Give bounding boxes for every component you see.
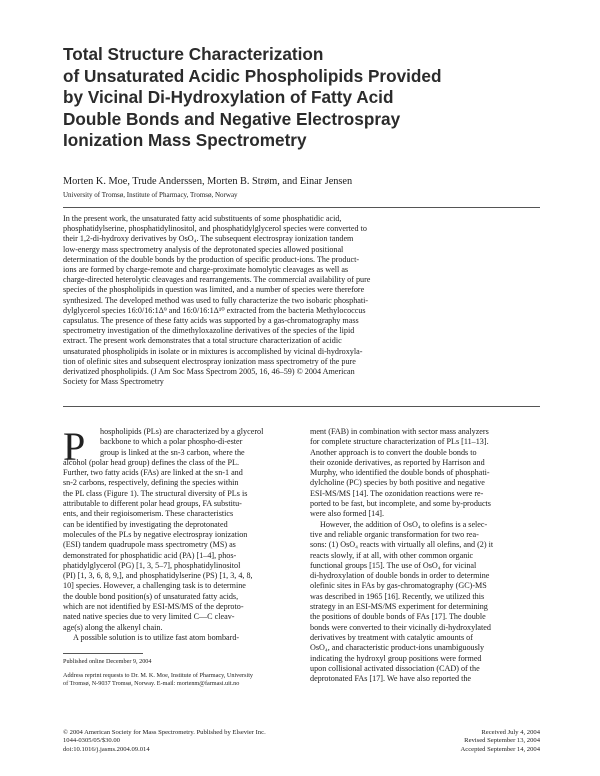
body-line: attributable to different polar head groups, FA substitu- bbox=[63, 499, 242, 509]
body-line: the positions of double bonds of FAs [17]. The double bbox=[310, 612, 486, 622]
abstract-line: spectrometry investigation of the dimethyloxazoline derivatives of the species of the lipid bbox=[63, 326, 355, 336]
body-line: which are not identified by ESI-MS/MS of the deproto- bbox=[63, 602, 244, 612]
body-column-left bbox=[63, 424, 297, 643]
footnote-published bbox=[63, 658, 297, 666]
body-line: di-hydroxylation of double bonds in order to determine bbox=[310, 571, 490, 581]
body-line: Further, two fatty acids (FAs) are linked at the sn-1 and bbox=[63, 468, 243, 478]
abstract-line: extract. The present work demonstrates that a total structure characterization of acidic bbox=[63, 336, 342, 346]
abstract-line: capsulatus. The presence of these fatty acids was supported by a gas-chromatography mass bbox=[63, 316, 359, 326]
footer-line: Revised September 13, 2004 bbox=[464, 737, 540, 745]
body-line: demonstrated for phosphatidic acid (PA) [1–4], phos- bbox=[63, 550, 237, 560]
body-line: ported to be fast, but incomplete, and some by-products bbox=[310, 499, 491, 509]
footnote-line: of Tromsø, N-9037 Tromsø, Norway. E-mail: mortenm@farmasi.uit.no bbox=[63, 680, 240, 688]
body-line: ESI-MS/MS [14]. The ozonidation reactions were re- bbox=[310, 488, 484, 498]
body-line: tive and reliable organic transformation for two rea- bbox=[310, 529, 479, 539]
body-line: functional groups [15]. The use of OsO₄ for vicinal bbox=[310, 560, 477, 570]
body-line: (ESI) tandem quadrupole mass spectrometry (MS) as bbox=[63, 540, 236, 550]
body-line: sn-2 carbons, respectively, defining the species within bbox=[63, 478, 239, 488]
body-line: olefinic sites in FAs by gas-chromatography (GC)-MS bbox=[310, 581, 487, 591]
body-line: was described in 1965 [16]. Recently, we utilized this bbox=[310, 591, 485, 601]
footer-line: 1044-0305/05/$30.00 bbox=[63, 737, 120, 745]
body-line: bonds were converted to their vicinally di-hydroxylated bbox=[310, 622, 491, 632]
body-line: can be identified by investigating the deprotonated bbox=[63, 519, 228, 529]
body-line: ents, and their regioisomerism. These characteristics bbox=[63, 509, 234, 519]
body-line: derivatives by treatment with catalytic amounts of bbox=[310, 632, 473, 642]
abstract-line: ions are formed by charge-remote and charge-proximate homolytic cleavages as well as bbox=[63, 265, 349, 275]
abstract-line: derivatized phospholipids. (J Am Soc Mass Spectrom 2005, 16, 46–59) © 2004 American bbox=[63, 367, 355, 377]
body-line: However, the addition of OsO₄ to olefins is a selec- bbox=[320, 519, 488, 529]
body-line: for complete structure characterization of PLs [11–13]. bbox=[310, 437, 489, 447]
body-line: reacts slowly, if at all, with other common organic bbox=[310, 550, 474, 560]
body-line: the PL class (Figure 1). The structural diversity of PLs is bbox=[63, 488, 248, 498]
abstract bbox=[63, 214, 540, 387]
body-line: molecules of the PLs by negative electrospray ionization bbox=[63, 529, 248, 539]
abstract-line: phosphatidylserine, phosphatidylinositol, and phosphatidylglycerol species were converted to bbox=[63, 224, 367, 234]
abstract-line: determination of the double bonds by the production of specific product-ions. The product- bbox=[63, 254, 360, 264]
title-line: Ionization Mass Spectrometry bbox=[63, 130, 307, 150]
body-line: hospholipids (PLs) are characterized by a glycerol bbox=[100, 427, 264, 436]
abstract-line: tion of olefinic sites and subsequent electrospray ionization mass spectrometry of the pure bbox=[63, 356, 356, 366]
abstract-line: species of the phospholipids in question was limited, and a number of species were therefore bbox=[63, 285, 365, 295]
body-line: A possible solution is to utilize fast atom bombard- bbox=[73, 632, 240, 642]
abstract-line: synthesized. The developed method was used to fully characterize the two isobaric phosphati- bbox=[63, 295, 369, 305]
abstract-bottom-rule bbox=[63, 406, 540, 407]
paper-title bbox=[63, 44, 553, 152]
title-line: Double Bonds and Negative Electrospray bbox=[63, 108, 401, 129]
footer-line: Accepted September 14, 2004 bbox=[460, 745, 540, 753]
body-line: alcohol (polar head group) defines the class of the PL. bbox=[63, 457, 239, 467]
body-line: nated native species due to very limited C—C cleav- bbox=[63, 612, 235, 622]
footnote-line: Address reprint requests to Dr. M. K. Moe, Institute of Pharmacy, University bbox=[63, 672, 254, 679]
body-line: were also formed [14]. bbox=[310, 509, 384, 519]
abstract-line: Society for Mass Spectrometry bbox=[63, 377, 164, 387]
footer-line: © 2004 American Society for Mass Spectrometry. Published by Elsevier Inc. bbox=[63, 729, 266, 736]
body-line: backbone to which a polar phospho-di-ester bbox=[100, 437, 243, 447]
body-line: indicating the hydroxyl group positions were formed bbox=[310, 653, 482, 663]
body-line: ment (FAB) in combination with sector mass analyzers bbox=[310, 427, 489, 436]
abstract-line: dylglycerol species 16:0/16:1Δ⁹ and 16:0/16:1Δ¹⁰ extracted from the bacteria Methylococcus bbox=[63, 305, 366, 315]
abstract-line: In the present work, the unsaturated fatty acid substituents of some phosphatidic acid, bbox=[63, 214, 342, 223]
affiliation: University of Tromsø, Institute of Pharmacy, Tromsø, Norway bbox=[63, 191, 238, 199]
body-line: deprotonated FAs [17]. We have also reported the bbox=[310, 674, 472, 684]
body-line: sons: (1) OsO₄ reacts with virtually all olefins, and (2) it bbox=[310, 540, 494, 550]
author-list: Morten K. Moe, Trude Anderssen, Morten B. Strøm, and Einar Jensen bbox=[63, 176, 353, 187]
abstract-line: charge-directed heterolytic cleavages and rearrangements. The commercial availability of pure bbox=[63, 275, 371, 285]
title-line: Total Structure Characterization bbox=[63, 44, 324, 64]
title-line: of Unsaturated Acidic Phospholipids Provided bbox=[63, 65, 442, 86]
body-line: Another approach is to convert the double bonds to bbox=[310, 447, 477, 457]
footer-publisher-info bbox=[63, 729, 266, 754]
body-line: OsO₄, and characteristic product-ions unambiguously bbox=[310, 643, 485, 653]
body-line: Murphy, who identified the double bonds of phosphati- bbox=[310, 468, 490, 478]
body-line: (PI) [1, 3, 6, 8, 9,], and phosphatidylserine (PS) [1, 3, 4, 8, bbox=[63, 571, 253, 581]
body-line: dylcholine (PC) species by both positive and negative bbox=[310, 478, 485, 488]
footer-line: doi:10.1016/j.jasms.2004.09.014 bbox=[63, 745, 150, 753]
body-line: the double bond position(s) of unsaturated fatty acids, bbox=[63, 591, 239, 601]
body-line: their ozonide derivatives, as reported by Harrison and bbox=[310, 457, 485, 467]
footnote-line: Published online December 9, 2004 bbox=[63, 658, 152, 665]
body-line: upon collisional activated dissociation (CAD) of the bbox=[310, 663, 480, 673]
title-line: by Vicinal Di-Hydroxylation of Fatty Acid bbox=[63, 87, 394, 107]
body-line: age(s) along the alkenyl chain. bbox=[63, 622, 163, 632]
body-line: phatidylglycerol (PG) [1, 3, 5–7], phosphatidylinositol bbox=[63, 560, 241, 570]
body-line: 10] species. However, a challenging task is to determine bbox=[63, 581, 246, 591]
abstract-line: low-energy mass spectrometry analysis of the deprotonated species allowed positional bbox=[63, 244, 344, 254]
footnote-address bbox=[63, 672, 297, 688]
body-line: group is linked at the sn-3 carbon, where the bbox=[100, 447, 245, 457]
footer-dates bbox=[461, 729, 540, 754]
drop-cap: P bbox=[63, 424, 86, 469]
footer-line: Received July 4, 2004 bbox=[481, 729, 540, 736]
abstract-top-rule bbox=[63, 207, 540, 208]
body-column-right bbox=[310, 427, 540, 684]
abstract-line: their 1,2-di-hydroxy derivatives by OsO₄. The subsequent electrospray ionization tandem bbox=[63, 234, 354, 244]
body-line: strategy in an ESI-MS/MS experiment for determining bbox=[310, 602, 488, 612]
abstract-line: unsaturated phospholipids in isolate or in mixtures is accomplished by vicinal di-hydroxyla- bbox=[63, 346, 363, 356]
footnote-rule bbox=[63, 653, 143, 654]
